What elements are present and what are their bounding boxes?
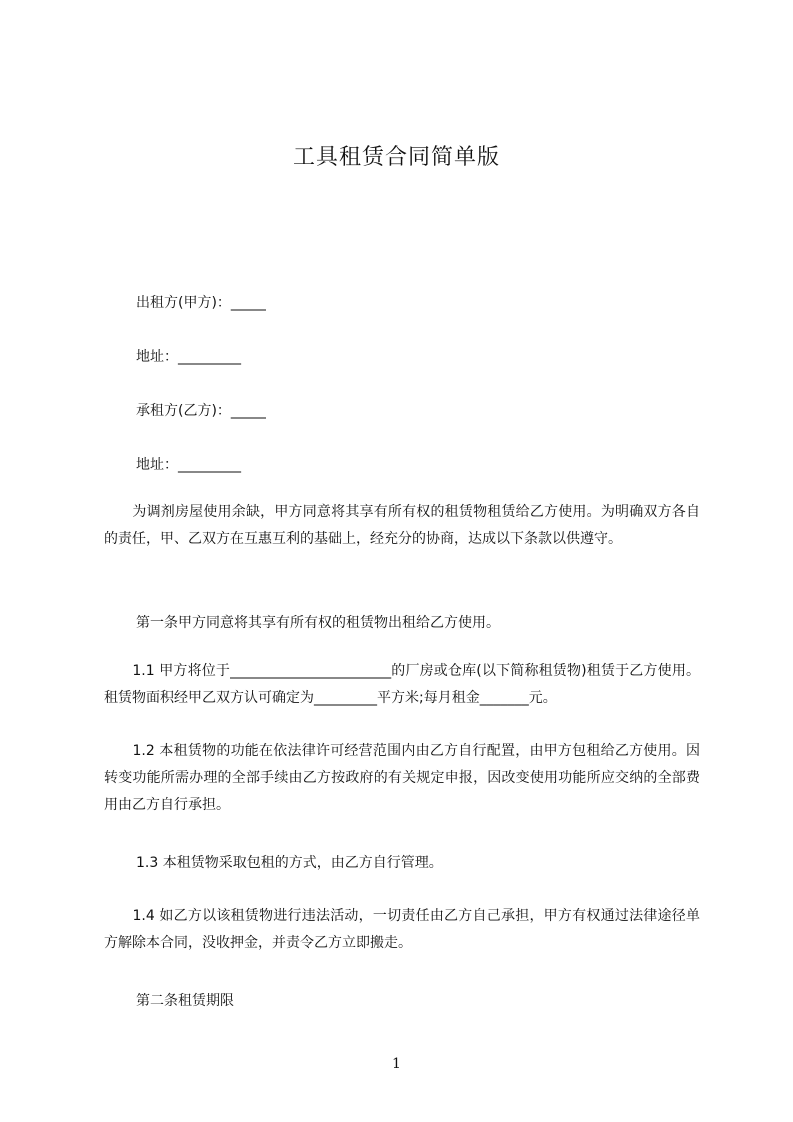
lessee-address-line: 地址：_________ xyxy=(136,457,241,473)
lessor-line: 出租方(甲方)：_____ xyxy=(136,295,266,311)
lessee-line: 承租方(乙方)：_____ xyxy=(136,403,266,419)
document-title: 工具租赁合同简单版 xyxy=(292,145,500,170)
article-2-heading: 第二条租赁期限 xyxy=(136,993,234,1009)
preamble-paragraph: 为调剂房屋使用余缺，甲方同意将其享有所有权的租赁物租赁给乙方使用。为明确双方各自的责任，甲、乙双方在互惠互利的基础上，经充分的协商，达成以下条款以供遵守。 xyxy=(104,504,700,547)
article-1-heading: 第一条甲方同意将其享有所有权的租赁物出租给乙方使用。 xyxy=(136,615,500,631)
clause-1-4-paragraph: 1.4 如乙方以该租赁物进行违法活动，一切责任由乙方自己承担，甲方有权通过法律途径单方解除本合同，没收押金，并责令乙方立即搬走。 xyxy=(104,908,700,951)
clause-1-1-paragraph: 1.1 甲方将位于_______________________的厂房或仓库(以下简称租赁物)租赁于乙方使用。租赁物面积经甲乙双方认可确定为_________平方米;每月租金_______元。 xyxy=(104,663,700,706)
clause-1-3-paragraph: 1.3 本租赁物采取包租的方式，由乙方自行管理。 xyxy=(136,855,443,871)
clause-1-2-paragraph: 1.2 本租赁物的功能在依法律许可经营范围内由乙方自行配置，由甲方包租给乙方使用。因转变功能所需办理的全部手续由乙方按政府的有关规定申报，因改变使用功能所应交纳的全部费用由乙方自行承担。 xyxy=(104,743,700,813)
lessor-address-line: 地址：_________ xyxy=(136,349,241,365)
page-number: 1 xyxy=(392,1056,401,1072)
